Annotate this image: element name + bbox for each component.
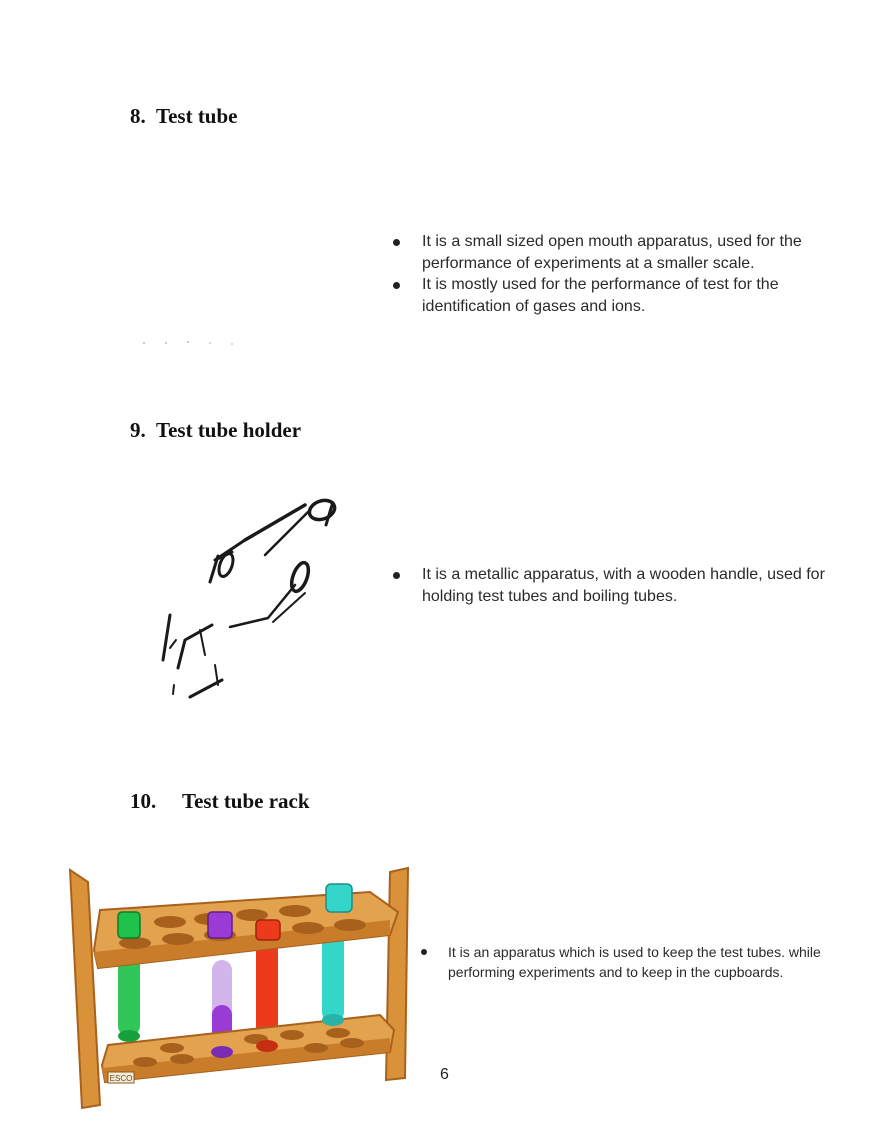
section-number: 10. xyxy=(130,789,157,813)
test-tube-rack-photo xyxy=(60,840,420,1115)
section-title: Test tube holder xyxy=(156,418,302,442)
test-tube-holder-bullet-list xyxy=(390,564,865,607)
page-number: 6 xyxy=(440,1066,449,1083)
bullet-item: It is mostly used for the performance of test for the identification of gases and ions. xyxy=(390,274,860,317)
test-tube-holder-illustration xyxy=(150,490,350,710)
test-tube-rack-bullet-list xyxy=(418,942,878,982)
rack-label-text: ESCO xyxy=(109,1074,133,1083)
test-tube-bullet-list xyxy=(390,231,860,317)
faint-image-artifact xyxy=(140,338,240,348)
bullet-item: It is a metallic apparatus, with a wooden handle, used for holding test tubes and boiling tubes. xyxy=(390,564,865,607)
section-heading-test-tube-rack xyxy=(130,789,310,814)
section-number: 9. xyxy=(130,418,146,442)
section-title: Test tube rack xyxy=(182,789,310,813)
section-title: Test tube xyxy=(156,104,238,128)
bullet-item: It is an apparatus which is used to keep the test tubes. while performing experiments and to keep in the cupboards. xyxy=(418,942,878,982)
bullet-item: It is a small sized open mouth apparatus, used for the performance of experiments at a smaller scale. xyxy=(390,231,860,274)
section-heading-test-tube xyxy=(130,104,238,129)
section-heading-test-tube-holder xyxy=(130,418,301,443)
section-number: 8. xyxy=(130,104,146,128)
